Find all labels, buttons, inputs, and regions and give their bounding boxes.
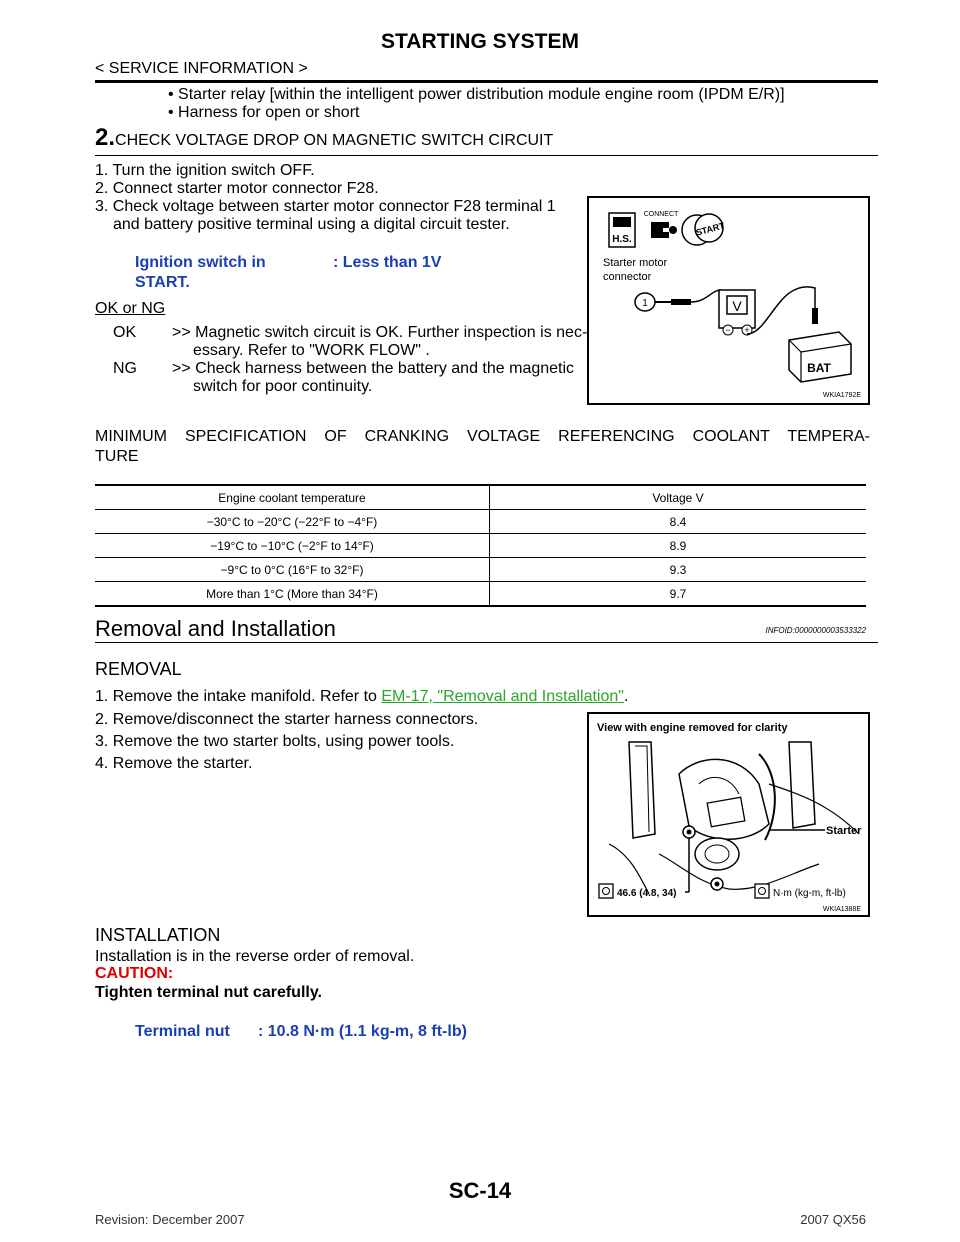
- step-item-2: 2. Connect starter motor connector F28.: [95, 180, 379, 197]
- table-cell-voltage: 9.7: [490, 582, 867, 607]
- step-item-3-cont: and battery positive terminal using a digital circuit tester.: [113, 216, 510, 233]
- table-row: [95, 510, 866, 534]
- table-cell-temp: −30°C to −20°C (−22°F to −4°F): [95, 510, 490, 534]
- step-title: CHECK VOLTAGE DROP ON MAGNETIC SWITCH CIRCUIT: [115, 132, 554, 149]
- connect-text: CONNECT: [643, 211, 679, 218]
- starter-bolt-lower: [711, 878, 723, 890]
- meter-minus: −: [725, 325, 731, 335]
- spec-label-line1: Ignition switch in: [135, 254, 266, 271]
- caution-text: Tighten terminal nut carefully.: [95, 984, 322, 1001]
- table-cell-temp: More than 1°C (More than 34°F): [95, 582, 490, 607]
- table-cell-voltage: 8.9: [490, 534, 867, 558]
- meter-v: V: [732, 298, 742, 314]
- digital-tester-icon: [719, 290, 755, 335]
- start-text: START: [694, 220, 726, 238]
- ng-label: NG: [113, 360, 137, 377]
- ng-text-line1: >> Check harness between the battery and the magnetic: [172, 360, 575, 377]
- harness-side-icon: [609, 213, 635, 247]
- torque-spec-label: Terminal nut: [135, 1023, 230, 1040]
- ng-text-line2: switch for poor continuity.: [193, 378, 373, 395]
- caution-label: CAUTION:: [95, 965, 174, 982]
- step-number: 2.: [95, 124, 116, 151]
- step-item-1: 1. Turn the ignition switch OFF.: [95, 162, 315, 179]
- figure2-code: WKIA1388E: [822, 906, 861, 913]
- connector-label-line1: Starter motor: [603, 257, 668, 269]
- table-row: [95, 558, 866, 582]
- voltage-check-diagram: [589, 198, 868, 403]
- step-heading: [95, 124, 553, 152]
- table-row: [95, 582, 866, 607]
- min-spec-heading-line1: MINIMUM SPECIFICATION OF CRANKING VOLTAGE REFERENCING COOLANT TEMPERA-: [95, 428, 870, 445]
- starter-removal-figure: [587, 712, 870, 917]
- torque-value: 46.6 (4.8, 34): [617, 888, 677, 899]
- info-id: INFOID:0000000003533322: [765, 626, 866, 635]
- torque-unit-icon: [755, 884, 769, 898]
- spec-value: : Less than 1V: [333, 254, 442, 271]
- removal-installation-title: Removal and Installation: [95, 616, 336, 641]
- connect-icon: [644, 211, 679, 238]
- table-header-row: [95, 485, 866, 510]
- ok-ng-heading: OK or NG: [95, 300, 166, 317]
- torque-unit: N·m (kg-m, ft-lb): [773, 888, 846, 899]
- ok-text-line2: essary. Refer to "WORK FLOW" .: [193, 342, 430, 359]
- table-cell-temp: −19°C to −10°C (−2°F to 14°F): [95, 534, 490, 558]
- min-spec-heading-line2: TURE: [95, 448, 139, 465]
- spec-label-line2: START.: [135, 274, 190, 291]
- battery-icon: [789, 332, 851, 382]
- meter-plus: +: [744, 325, 750, 335]
- cranking-voltage-table: [95, 484, 866, 607]
- section-label: < SERVICE INFORMATION >: [95, 60, 308, 77]
- table-cell-temp: −9°C to 0°C (16°F to 32°F): [95, 558, 490, 582]
- step-item-3: 3. Check voltage between starter motor connector F28 terminal 1: [95, 198, 556, 215]
- page-number: SC-14: [448, 1178, 512, 1203]
- removal-step-4: 4. Remove the starter.: [95, 755, 253, 772]
- bullet-harness: • Harness for open or short: [168, 104, 360, 121]
- header-voltage: Voltage V: [490, 485, 867, 510]
- removal-step-1-text: 1. Remove the intake manifold. Refer to: [95, 688, 382, 705]
- torque-spec-value: : 10.8 N·m (1.1 kg-m, 8 ft-lb): [258, 1023, 467, 1040]
- terminal-1: [635, 293, 655, 311]
- revision-date: Revision: December 2007: [95, 1212, 245, 1227]
- voltage-check-figure: [587, 196, 870, 405]
- removal-step-1: [95, 686, 628, 707]
- terminal-number: 1: [642, 298, 648, 309]
- starter-bolt-upper: [683, 826, 695, 838]
- em-17-link[interactable]: EM-17, "Removal and Installation": [381, 688, 624, 705]
- installation-heading: INSTALLATION: [95, 925, 221, 945]
- starter-motor: [695, 838, 739, 870]
- section-rule: [95, 642, 878, 643]
- table-row: [95, 534, 866, 558]
- connector-label-line2: connector: [603, 271, 652, 283]
- ignition-start-icon: [682, 214, 726, 245]
- header-rule: [95, 80, 878, 83]
- removal-step-3: 3. Remove the two starter bolts, using power tools.: [95, 733, 455, 750]
- battery-text: BAT: [807, 361, 831, 375]
- step-rule: [95, 155, 878, 156]
- header-coolant-temp: Engine coolant temperature: [95, 485, 490, 510]
- removal-step-2: 2. Remove/disconnect the starter harness connectors.: [95, 711, 479, 728]
- ok-label: OK: [113, 324, 137, 341]
- starter-removal-illustration: [589, 714, 868, 915]
- figure2-caption: View with engine removed for clarity: [597, 722, 788, 734]
- table-cell-voltage: 9.3: [490, 558, 867, 582]
- model-year: 2007 QX56: [800, 1212, 866, 1227]
- ok-text-line1: >> Magnetic switch circuit is OK. Further inspection is nec-: [172, 324, 588, 341]
- page-title: STARTING SYSTEM: [381, 30, 579, 53]
- removal-heading: REMOVAL: [95, 659, 182, 679]
- hs-text: H.S.: [612, 234, 632, 245]
- torque-wrench-icon: [599, 884, 613, 898]
- installation-text: Installation is in the reverse order of removal.: [95, 948, 415, 965]
- table-cell-voltage: 8.4: [490, 510, 867, 534]
- figure1-code: WKIA1792E: [822, 392, 861, 399]
- bullet-starter-relay: • Starter relay [within the intelligent power distribution module engine room (IPDM E/R)]: [168, 86, 785, 103]
- removal-step-1-end: .: [623, 688, 629, 705]
- starter-label: Starter: [826, 825, 862, 837]
